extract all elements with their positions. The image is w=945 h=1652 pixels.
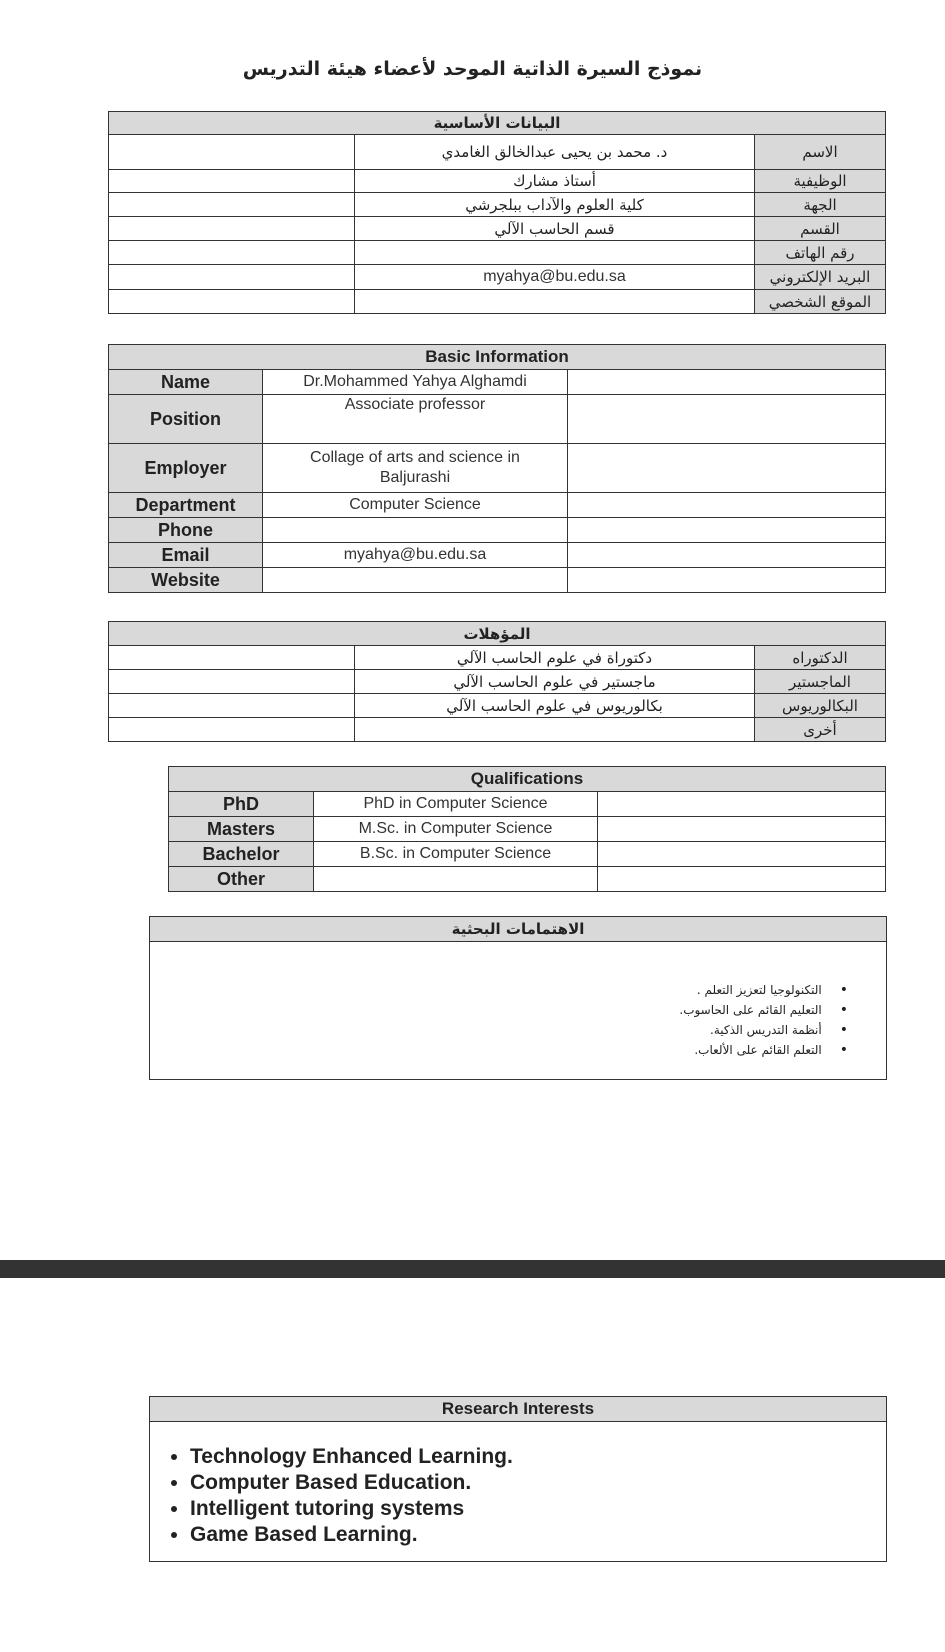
research-en-box (149, 1396, 887, 1562)
page-separator (0, 1260, 945, 1278)
empty-cell (109, 670, 355, 694)
phd-ar-label: الدكتوراه (755, 646, 886, 670)
empty-cell (109, 217, 355, 241)
table-row (109, 694, 886, 718)
table-row (109, 395, 886, 444)
position-en-value: Associate professor (263, 395, 568, 444)
employer-en-label: Employer (109, 444, 263, 493)
list-item: • التعلم القائم على الألعاب. (150, 1040, 848, 1060)
name-ar-value: د. محمد بن يحيى عبدالخالق الغامدي (355, 135, 755, 170)
list-item: • أنظمة التدريس الذكية. (150, 1020, 848, 1040)
table-row (109, 135, 886, 170)
website-ar-value (355, 290, 755, 314)
list-item: • Computer Based Education. (190, 1470, 886, 1496)
basic-info-en-header: Basic Information (109, 345, 886, 370)
empty-cell (568, 543, 886, 568)
department-ar-value: قسم الحاسب الآلي (355, 217, 755, 241)
other-ar-value (355, 718, 755, 742)
empty-cell (109, 694, 355, 718)
email-ar-value: myahya@bu.edu.sa (355, 265, 755, 290)
empty-cell (568, 518, 886, 543)
name-en-value: Dr.Mohammed Yahya Alghamdi (263, 370, 568, 395)
table-row (169, 842, 886, 867)
research-ar-header: الاهتمامات البحثية (150, 917, 886, 942)
list-item: • التكنولوجيا لتعزيز التعلم . (150, 980, 848, 1000)
empty-cell (109, 135, 355, 170)
table-row (109, 518, 886, 543)
bachelor-ar-value: بكالوريوس في علوم الحاسب الآلي (355, 694, 755, 718)
research-ar-list (150, 980, 886, 1060)
empty-cell (598, 842, 886, 867)
name-ar-label: الاسم (755, 135, 886, 170)
list-item: • التعليم القائم على الحاسوب. (150, 1000, 848, 1020)
department-ar-label: القسم (755, 217, 886, 241)
employer-ar-value: كلية العلوم والآداب ببلجرشي (355, 193, 755, 217)
qualifications-ar-header: المؤهلات (109, 622, 886, 646)
table-row (109, 543, 886, 568)
table-row (109, 718, 886, 742)
table-row (109, 241, 886, 265)
research-ar-box (149, 916, 887, 1080)
empty-cell (568, 493, 886, 518)
position-ar-label: الوظيفية (755, 170, 886, 193)
basic-info-ar-table (108, 111, 886, 314)
department-en-value: Computer Science (263, 493, 568, 518)
empty-cell (568, 444, 886, 493)
basic-info-ar-header: البيانات الأساسية (109, 112, 886, 135)
table-row (169, 817, 886, 842)
research-en-header: Research Interests (150, 1397, 886, 1422)
website-en-value (263, 568, 568, 593)
table-row (109, 568, 886, 593)
email-ar-label: البريد الإلكتروني (755, 265, 886, 290)
empty-cell (109, 265, 355, 290)
table-row (109, 193, 886, 217)
empty-cell (109, 241, 355, 265)
table-row (109, 670, 886, 694)
phone-ar-value (355, 241, 755, 265)
empty-cell (109, 718, 355, 742)
table-row (109, 444, 886, 493)
list-item: • Game Based Learning. (190, 1522, 886, 1548)
employer-ar-label: الجهة (755, 193, 886, 217)
website-en-label: Website (109, 568, 263, 593)
table-row (109, 493, 886, 518)
bachelor-ar-label: البكالوريوس (755, 694, 886, 718)
phone-en-value (263, 518, 568, 543)
table-row (169, 792, 886, 817)
masters-en-label: Masters (169, 817, 314, 842)
basic-info-en-table (108, 344, 886, 593)
position-en-label: Position (109, 395, 263, 444)
empty-cell (598, 792, 886, 817)
phd-en-label: PhD (169, 792, 314, 817)
empty-cell (109, 193, 355, 217)
other-en-value (314, 867, 598, 892)
bachelor-en-value: B.Sc. in Computer Science (314, 842, 598, 867)
phd-en-value: PhD in Computer Science (314, 792, 598, 817)
list-item: • Intelligent tutoring systems (190, 1496, 886, 1522)
list-item: • Technology Enhanced Learning. (190, 1444, 886, 1470)
empty-cell (109, 170, 355, 193)
masters-en-value: M.Sc. in Computer Science (314, 817, 598, 842)
email-en-label: Email (109, 543, 263, 568)
qualifications-en-table (168, 766, 886, 892)
table-row (109, 370, 886, 395)
table-row (109, 217, 886, 241)
table-row (109, 290, 886, 314)
empty-cell (109, 646, 355, 670)
empty-cell (568, 395, 886, 444)
other-ar-label: أخرى (755, 718, 886, 742)
masters-ar-label: الماجستير (755, 670, 886, 694)
masters-ar-value: ماجستير في علوم الحاسب الآلي (355, 670, 755, 694)
website-ar-label: الموقع الشخصي (755, 290, 886, 314)
empty-cell (598, 867, 886, 892)
phone-ar-label: رقم الهاتف (755, 241, 886, 265)
employer-en-value: Collage of arts and science in Baljurashi (263, 444, 568, 493)
table-row (109, 170, 886, 193)
empty-cell (568, 568, 886, 593)
research-en-list (150, 1444, 886, 1548)
empty-cell (568, 370, 886, 395)
department-en-label: Department (109, 493, 263, 518)
position-ar-value: أستاذ مشارك (355, 170, 755, 193)
name-en-label: Name (109, 370, 263, 395)
qualifications-en-header: Qualifications (169, 767, 886, 792)
bachelor-en-label: Bachelor (169, 842, 314, 867)
table-row (109, 646, 886, 670)
other-en-label: Other (169, 867, 314, 892)
table-row (109, 265, 886, 290)
empty-cell (109, 290, 355, 314)
email-en-value: myahya@bu.edu.sa (263, 543, 568, 568)
table-row (169, 867, 886, 892)
phone-en-label: Phone (109, 518, 263, 543)
qualifications-ar-table (108, 621, 886, 742)
phd-ar-value: دكتوراة في علوم الحاسب الآلي (355, 646, 755, 670)
empty-cell (598, 817, 886, 842)
page-title: نموذج السيرة الذاتية الموحد لأعضاء هيئة التدريس (242, 58, 703, 80)
